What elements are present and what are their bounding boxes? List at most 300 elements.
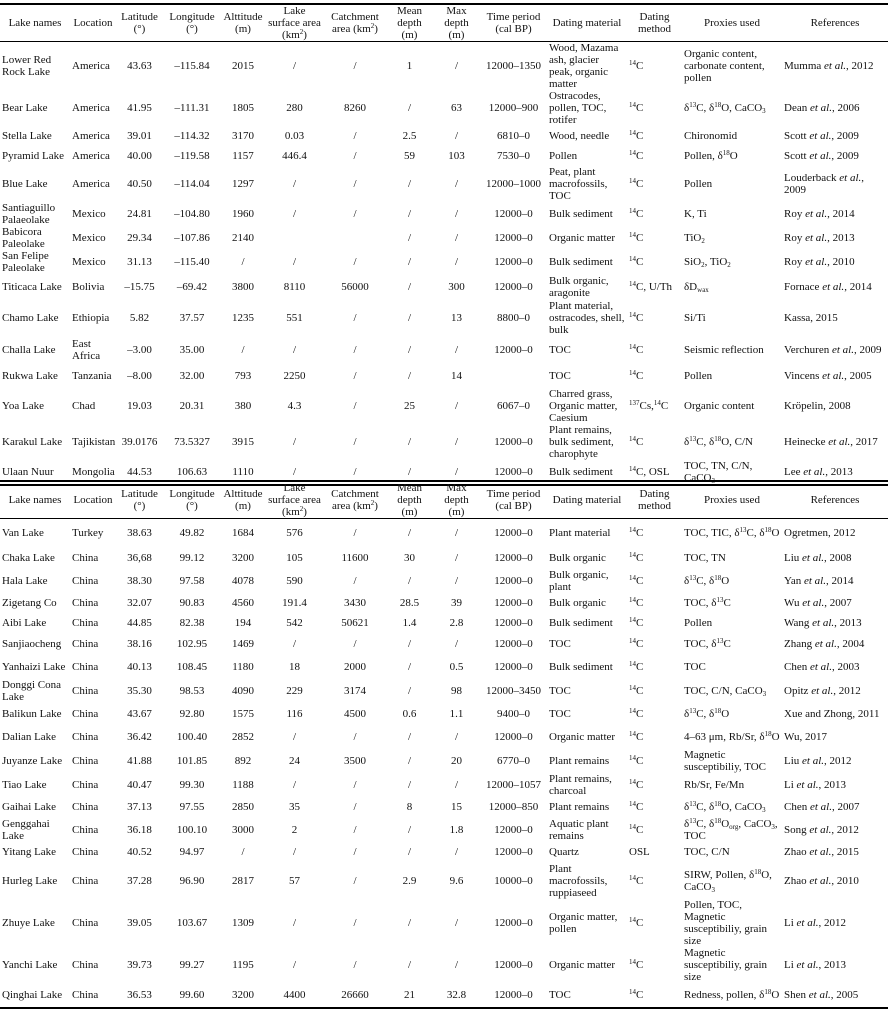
cell-proxies-used: TOC, $\delta^{13}C$ — [684, 637, 731, 650]
cell-proxies-used: TOC, C/N — [684, 846, 730, 858]
cell-max-depth: 98 — [451, 684, 462, 697]
cell-max-depth: / — [454, 343, 459, 356]
table-row — [0, 90, 888, 126]
cell-location: Mongolia — [72, 466, 115, 478]
cell-time-period: 6810–0 — [497, 130, 530, 142]
cell-location: Ethiopia — [72, 312, 110, 324]
table-row — [0, 569, 888, 593]
cell-dating-material: Organic matter, pollen — [549, 910, 618, 935]
cell-mean-depth: / — [407, 256, 412, 268]
cell-catchment-area: / — [353, 574, 357, 587]
header-row — [0, 481, 888, 519]
cell-altitude: 2852 — [232, 730, 254, 743]
cell-location: Mexico — [72, 256, 106, 268]
cell-max-depth: / — [454, 130, 459, 142]
cell-dating-material: Bulk sediment — [549, 208, 613, 220]
cell-dating-method: $^{14}$C — [629, 659, 644, 673]
cell-catchment-area: / — [353, 874, 357, 887]
column-header-lake-surface-area: Lake surface area $(km^2)$ — [268, 482, 321, 518]
cell-lake-surface-area: / — [292, 638, 297, 650]
cell-time-period: 12000–0 — [494, 343, 533, 356]
cell-dating-material: Ostracodes, pollen, TOC, rotifer — [549, 90, 607, 126]
cell-references: Liu et al., 2012 — [784, 754, 852, 767]
cell-time-period: 12000–1057 — [486, 778, 541, 791]
cell-location: East Africa — [72, 337, 101, 362]
cell-max-depth: / — [454, 178, 459, 190]
cell-catchment-area: / — [353, 312, 357, 324]
cell-latitude: –8.00 — [127, 369, 152, 382]
cell-proxies-used: Pollen, TOC, Magnetic susceptibiliy, grain size — [684, 898, 767, 947]
cell-proxies-used: Organic content, carbonate content, pollen — [684, 48, 765, 84]
cell-mean-depth: / — [407, 778, 412, 791]
cell-catchment-area: 3500 — [344, 754, 366, 767]
table-row — [0, 983, 888, 1008]
cell-max-depth: 20 — [451, 754, 462, 767]
cell-mean-depth: / — [407, 846, 412, 858]
cell-latitude: 40.13 — [127, 660, 152, 673]
table-row — [0, 749, 888, 773]
cell-catchment-area: / — [353, 369, 357, 382]
table-row — [0, 363, 888, 388]
cell-latitude: 43.63 — [127, 60, 152, 72]
column-header-latitude: Latitude (°) — [121, 488, 158, 512]
cell-lake-name: Stella Lake — [2, 130, 52, 142]
cell-time-period: 12000–0 — [494, 988, 533, 1001]
cell-latitude: 44.53 — [127, 466, 152, 478]
cell-references: Heinecke et al., 2017 — [784, 436, 878, 448]
cell-location: China — [72, 778, 99, 791]
cell-lake-surface-area: / — [292, 466, 297, 478]
cell-lake-name: Hurleg Lake — [2, 874, 58, 887]
table-row — [0, 725, 888, 749]
cell-lake-name: Ulaan Nuur — [2, 466, 54, 478]
cell-max-depth: / — [454, 778, 459, 791]
cell-lake-name: Gaihai Lake — [2, 801, 57, 813]
cell-location: Tanzania — [72, 369, 112, 382]
cell-catchment-area: / — [353, 343, 357, 356]
cell-max-depth: 103 — [448, 150, 465, 162]
cell-max-depth: / — [454, 256, 459, 268]
table-row — [0, 842, 888, 863]
cell-time-period: 12000–0 — [494, 281, 533, 293]
cell-max-depth: 32.8 — [446, 988, 467, 1001]
cell-mean-depth: / — [407, 574, 412, 587]
cell-mean-depth: / — [407, 754, 412, 767]
cell-max-depth: 1.1 — [449, 707, 464, 720]
cell-mean-depth: 1 — [406, 60, 413, 72]
cell-catchment-area: / — [353, 823, 357, 836]
cell-latitude: 37.13 — [127, 801, 152, 813]
cell-time-period: 12000–0 — [494, 958, 533, 971]
cell-altitude: 892 — [234, 754, 252, 767]
cell-mean-depth: 8 — [406, 801, 413, 813]
table-row — [0, 679, 888, 703]
cell-dating-method: $^{14}$C — [629, 987, 644, 1001]
cell-lake-name: Juyanze Lake — [2, 754, 63, 767]
cell-longitude: 73.5327 — [174, 436, 210, 448]
cell-mean-depth: / — [407, 660, 412, 673]
column-header-lake-name: Lake names — [8, 494, 62, 506]
cell-time-period: 12000–900 — [488, 102, 539, 114]
cell-dating-method: $^{14}$C — [629, 129, 644, 142]
cell-mean-depth: / — [407, 281, 412, 293]
cell-longitude: 102.95 — [176, 638, 208, 650]
cell-time-period: 12000–0 — [494, 436, 533, 448]
cell-lake-surface-area: 191.4 — [282, 596, 307, 609]
cell-lake-surface-area: 105 — [286, 552, 303, 564]
cell-latitude: 38.16 — [127, 638, 152, 650]
cell-altitude: / — [241, 343, 245, 356]
cell-dating-material: Plant remains, bulk sediment, charophyte — [549, 424, 614, 460]
cell-lake-name: Van Lake — [2, 527, 44, 540]
cell-lake-name: Bear Lake — [2, 102, 48, 114]
table-row — [0, 202, 888, 226]
cell-proxies-used: $\delta^{13}C$, $\delta^{18}O_{org}$, CaCO$_3$, TOC — [684, 817, 778, 842]
cell-dating-material: Bulk sediment — [549, 256, 613, 268]
cell-longitude: 96.90 — [179, 874, 205, 887]
cell-proxies-used: Pollen — [684, 178, 713, 190]
cell-altitude: 2140 — [232, 232, 254, 244]
table-row — [0, 42, 888, 91]
cell-lake-name: Pyramid Lake — [2, 150, 65, 162]
cell-dating-method: $^{14}$C — [629, 573, 644, 587]
cell-proxies-used: TOC, $\delta^{13}C$ — [684, 595, 731, 609]
cell-dating-material: Bulk organic — [549, 596, 606, 609]
cell-proxies-used: TOC, C/N, CaCO$_3$ — [684, 684, 767, 698]
cell-mean-depth: 2.5 — [402, 130, 417, 142]
cell-time-period: 6067–0 — [497, 400, 530, 412]
cell-altitude: 2817 — [232, 874, 254, 887]
cell-longitude: 94.97 — [179, 846, 205, 858]
cell-location: Chad — [72, 400, 96, 412]
cell-mean-depth: 0.6 — [402, 707, 417, 720]
column-header-longitude: Longitude (°) — [169, 488, 215, 512]
cell-altitude: 3170 — [232, 130, 254, 142]
cell-proxies-used: Redness, pollen, $\delta^{18}O$ — [684, 987, 780, 1001]
cell-dating-method: $^{14}$C — [629, 595, 644, 609]
table-row — [0, 424, 888, 460]
cell-lake-name: Rukwa Lake — [2, 369, 58, 382]
column-header-dating-method: Dating method — [638, 11, 671, 35]
cell-altitude: 3200 — [232, 552, 254, 564]
table-row — [0, 166, 888, 202]
table-row — [0, 336, 888, 363]
cell-proxies-used: Magnetic susceptibiliy, grain size — [684, 946, 767, 983]
cell-proxies-used: SIRW, Pollen, $\delta^{18}O$, CaCO$_3$ — [684, 867, 772, 894]
table-row — [0, 818, 888, 842]
column-header-mean-depth: Mean depth (m) — [396, 482, 423, 518]
cell-proxies-used: TiO$_2$ — [684, 232, 705, 245]
cell-references: Dean et al., 2006 — [784, 102, 860, 114]
cell-lake-surface-area: 8110 — [283, 281, 306, 293]
cell-lake-name: Zhuye Lake — [2, 916, 55, 929]
cell-max-depth: 63 — [451, 102, 462, 114]
cell-location: America — [72, 102, 110, 114]
cell-lake-surface-area: / — [292, 208, 297, 220]
cell-lake-name: Zigetang Co — [2, 596, 57, 609]
cell-proxies-used: $\delta^{13}C$, $\delta^{18}O$ — [684, 706, 730, 720]
cell-max-depth: / — [454, 846, 459, 858]
cell-dating-method: $^{14}$C — [629, 255, 644, 268]
cell-time-period: 12000–0 — [494, 574, 533, 587]
cell-lake-surface-area — [265, 226, 324, 250]
cell-mean-depth: / — [407, 916, 412, 929]
cell-altitude: 1960 — [232, 208, 254, 220]
cell-references: Fornace et al., 2014 — [784, 281, 872, 293]
cell-dating-material: Organic matter — [549, 730, 616, 743]
cell-longitude: –111.31 — [174, 102, 210, 114]
cell-longitude: –114.32 — [174, 130, 210, 142]
cell-proxies-used: Chironomid — [684, 130, 738, 142]
cell-location: China — [72, 574, 99, 587]
cell-time-period: 8800–0 — [497, 312, 530, 324]
column-header-altitude: Alttitude (m) — [223, 11, 263, 35]
cell-dating-method: $^{14}$C, OSL — [629, 465, 670, 478]
cell-location: China — [72, 958, 99, 971]
cell-lake-name: Aibi Lake — [2, 617, 47, 629]
cell-dating-method: $^{137}$Cs,$^{14}$C — [629, 399, 669, 412]
cell-dating-method: $^{14}$C — [629, 706, 644, 720]
cell-references: Roy et al., 2014 — [784, 208, 855, 220]
column-header-max-depth: Max depth (m) — [444, 5, 469, 41]
cell-mean-depth: 1.4 — [402, 617, 417, 629]
cell-dating-method: $^{14}$C — [629, 231, 644, 244]
cell-dating-material: TOC — [549, 684, 571, 697]
column-header-location: Location — [73, 494, 113, 506]
cell-location: China — [72, 823, 99, 836]
cell-location: America — [72, 178, 110, 190]
cell-time-period: 12000–0 — [494, 660, 533, 673]
cell-dating-material: TOC — [549, 343, 571, 356]
cell-lake-name: San Felipe Paleolake — [2, 250, 49, 274]
cell-dating-method: $^{14}$C — [629, 59, 644, 72]
cell-location: China — [72, 801, 99, 813]
cell-references: Shen et al., 2005 — [784, 988, 859, 1001]
table-row — [0, 126, 888, 146]
cell-max-depth: 0.5 — [449, 660, 464, 673]
cell-proxies-used: TOC, TN — [684, 552, 726, 564]
cell-longitude: 32.00 — [179, 369, 205, 382]
cell-longitude: 37.57 — [179, 312, 205, 324]
cell-catchment-area: / — [353, 527, 357, 540]
cell-dating-material: Organic matter — [549, 958, 616, 971]
cell-dating-material: TOC — [549, 638, 571, 650]
cell-time-period: 12000–0 — [494, 256, 533, 268]
cell-latitude: 39.73 — [127, 958, 152, 971]
cell-latitude: 40.52 — [127, 846, 152, 858]
cell-latitude: 36.18 — [127, 823, 152, 836]
cell-catchment-area: 11600 — [341, 552, 369, 564]
cell-proxies-used: SiO$_2$, TiO$_2$ — [684, 256, 731, 269]
cell-references: Chen et al., 2007 — [784, 801, 860, 813]
cell-latitude: 39.01 — [127, 130, 152, 142]
table-row — [0, 947, 888, 983]
cell-longitude: 108.45 — [176, 660, 208, 673]
cell-location: China — [72, 596, 99, 609]
column-header-longitude: Longitude (°) — [169, 11, 215, 35]
cell-lake-name: Chamo Lake — [2, 312, 59, 324]
cell-altitude: 1469 — [232, 638, 254, 650]
cell-lake-surface-area: 280 — [286, 102, 303, 114]
cell-catchment-area: / — [353, 801, 357, 813]
cell-dating-method: $^{14}$C — [629, 526, 644, 540]
column-header-lake-surface-area: Lake surface area $(km^2)$ — [268, 5, 321, 41]
cell-location: China — [72, 660, 99, 673]
cell-lake-surface-area: / — [292, 846, 297, 858]
lake-table-part-2 — [0, 480, 888, 1009]
cell-altitude: 3000 — [232, 823, 254, 836]
cell-catchment-area: 3174 — [344, 684, 366, 697]
cell-location: China — [72, 552, 99, 564]
cell-mean-depth: / — [407, 102, 412, 114]
cell-time-period: 9400–0 — [497, 707, 530, 720]
cell-longitude: 101.85 — [176, 754, 208, 767]
cell-latitude: 39.0176 — [121, 436, 158, 448]
table-row — [0, 613, 888, 634]
cell-mean-depth: / — [407, 638, 412, 650]
cell-lake-surface-area: 590 — [286, 574, 303, 587]
cell-lake-surface-area: / — [292, 343, 297, 356]
cell-longitude: 100.40 — [176, 730, 208, 743]
cell-references: Kassa, 2015 — [784, 312, 838, 324]
cell-location: China — [72, 638, 99, 650]
cell-max-depth: 14 — [451, 369, 462, 382]
cell-location: China — [72, 684, 99, 697]
cell-dating-material: Bulk sediment — [549, 466, 613, 478]
cell-mean-depth: 59 — [404, 150, 415, 162]
column-header-references: References — [810, 494, 860, 506]
cell-longitude: 92.80 — [179, 707, 205, 720]
table-row — [0, 548, 888, 569]
cell-lake-surface-area: / — [292, 256, 297, 268]
cell-time-period — [480, 363, 547, 388]
cell-longitude: –114.04 — [174, 178, 210, 190]
cell-proxies-used: 4–63 μm, Rb/Sr, $\delta^{18}O$ — [684, 729, 780, 743]
column-header-dating-material: Dating material — [552, 494, 622, 506]
cell-dating-method: $^{14}$C — [629, 915, 644, 929]
cell-altitude: 4560 — [232, 596, 254, 609]
cell-lake-surface-area: / — [292, 778, 297, 791]
column-header-lake-name: Lake names — [8, 17, 62, 29]
cell-lake-surface-area: 446.4 — [282, 150, 307, 162]
cell-lake-surface-area: 116 — [286, 707, 303, 720]
cell-location: China — [72, 617, 99, 629]
cell-proxies-used: Seismic reflection — [684, 343, 764, 356]
cell-longitude: 99.12 — [179, 552, 205, 564]
cell-time-period: 12000–0 — [494, 823, 533, 836]
cell-references: Opitz et al., 2012 — [784, 684, 861, 697]
cell-lake-surface-area: / — [292, 60, 297, 72]
cell-latitude: 44.85 — [127, 617, 152, 629]
cell-lake-name: Genggahai Lake — [2, 817, 50, 842]
cell-max-depth: 9.6 — [449, 874, 464, 887]
cell-mean-depth: / — [407, 684, 412, 697]
cell-proxies-used: $\delta^{13}C$, $\delta^{18}O$, CaCO$_3$ — [684, 101, 766, 115]
cell-lake-name: Dalian Lake — [2, 730, 57, 743]
cell-dating-method: $^{14}$C — [629, 616, 644, 629]
cell-references: Yan et al., 2014 — [784, 574, 854, 587]
cell-altitude: 3200 — [232, 988, 254, 1001]
cell-lake-surface-area: / — [292, 178, 297, 190]
column-header-proxies-used: Proxies used — [704, 17, 760, 29]
cell-longitude: 97.58 — [179, 574, 205, 587]
cell-references: Wu, 2017 — [784, 730, 827, 743]
cell-references: Song et al., 2012 — [784, 823, 859, 836]
cell-altitude: / — [241, 846, 245, 858]
cell-latitude: 35.30 — [127, 684, 152, 697]
table-row — [0, 703, 888, 725]
cell-location: China — [72, 988, 99, 1001]
cell-time-period: 12000–0 — [494, 527, 533, 540]
cell-dating-method: $^{14}$C, U/Th — [629, 280, 673, 293]
cell-longitude: 99.30 — [179, 778, 205, 791]
table-row — [0, 226, 888, 250]
cell-references: Vincens et al., 2005 — [784, 369, 872, 382]
cell-proxies-used: Pollen — [684, 617, 713, 629]
cell-references: Zhang et al., 2004 — [784, 638, 865, 650]
cell-dating-method: $^{14}$C — [629, 368, 644, 382]
cell-mean-depth: / — [407, 343, 412, 356]
cell-references: Li et al., 2012 — [784, 916, 847, 929]
cell-max-depth: 300 — [448, 281, 465, 293]
cell-mean-depth: / — [407, 312, 412, 324]
column-header-proxies-used: Proxies used — [704, 494, 760, 506]
cell-altitude: 3915 — [232, 436, 254, 448]
cell-dating-method: $^{14}$C — [629, 637, 644, 650]
cell-references: Chen et al., 2003 — [784, 660, 860, 673]
cell-location: America — [72, 60, 110, 72]
cell-dating-method: $^{14}$C — [629, 342, 644, 356]
cell-location: Turkey — [72, 527, 104, 540]
cell-latitude: 38.63 — [127, 527, 152, 540]
cell-max-depth: 13 — [451, 312, 462, 324]
cell-time-period: 12000–0 — [494, 638, 533, 650]
cell-location: China — [72, 874, 99, 887]
cell-dating-material: Wood, Mazama ash, glacier peak, organic matter — [549, 42, 619, 90]
cell-longitude: –119.58 — [174, 150, 210, 162]
cell-altitude: / — [241, 256, 245, 268]
cell-max-depth: / — [454, 638, 459, 650]
table-row — [0, 274, 888, 300]
cell-mean-depth: 28.5 — [399, 596, 420, 609]
cell-latitude: 43.67 — [127, 707, 152, 720]
cell-catchment-area: / — [353, 130, 357, 142]
cell-location: Mexico — [72, 208, 106, 220]
cell-lake-surface-area: 24 — [289, 754, 300, 767]
cell-time-period: 12000–0 — [494, 617, 533, 629]
cell-latitude: –3.00 — [127, 343, 152, 356]
table-row — [0, 519, 888, 548]
cell-max-depth: / — [454, 527, 459, 540]
cell-altitude: 4090 — [232, 684, 254, 697]
cell-dating-material: Bulk sediment — [549, 660, 613, 673]
cell-longitude: –104.80 — [174, 208, 210, 220]
cell-lake-surface-area: / — [292, 436, 297, 448]
cell-proxies-used: Rb/Sr, Fe/Mn — [684, 778, 745, 791]
cell-altitude: 380 — [234, 400, 252, 412]
cell-altitude: 1575 — [232, 707, 254, 720]
column-header-dating-material: Dating material — [552, 17, 622, 29]
cell-lake-surface-area: 551 — [286, 312, 303, 324]
table-row — [0, 146, 888, 166]
cell-location: China — [72, 730, 99, 743]
cell-proxies-used: $\delta^{13}C$, $\delta^{18}O$, CaCO$_3$ — [684, 800, 766, 814]
cell-references: Ogretmen, 2012 — [784, 527, 856, 540]
cell-location: China — [72, 707, 99, 720]
cell-altitude: 1188 — [232, 778, 254, 791]
cell-time-period: 12000–0 — [494, 730, 533, 743]
cell-lake-surface-area: 4400 — [283, 988, 306, 1001]
